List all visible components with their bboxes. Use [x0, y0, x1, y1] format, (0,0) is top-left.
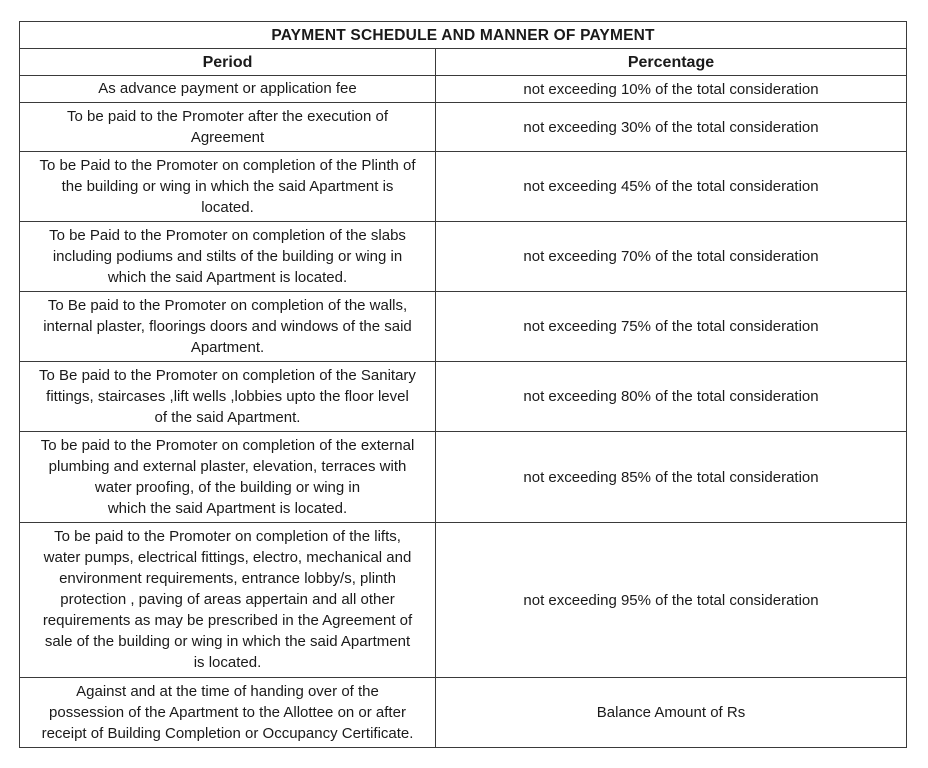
- period-text-line: is located.: [193, 654, 262, 671]
- period-text-line: plumbing and external plaster, elevation, terraces with: [48, 457, 407, 475]
- period-text-line: water proofing, of the building or wing in: [94, 478, 361, 496]
- period-text-line: requirements as may be prescribed in the Agreement of: [42, 612, 413, 629]
- period-text-line: environment requirements, entrance lobby/s, plinth: [59, 570, 396, 587]
- percentage-cell: not exceeding 70% of the total consideration: [436, 222, 907, 292]
- percentage-cell: not exceeding 30% of the total consideration: [436, 103, 907, 152]
- table-row: [20, 292, 907, 362]
- period-text-line: the building or wing in which the said Apartment is: [61, 177, 394, 195]
- period-cell: [20, 432, 436, 523]
- table-row: [20, 678, 907, 748]
- period-text-line: To be paid to the Promoter after the execution of: [66, 107, 389, 125]
- payment-schedule-table: [19, 21, 907, 748]
- percentage-cell: not exceeding 95% of the total consideration: [436, 523, 907, 678]
- period-text-line: receipt of Building Completion or Occupancy Certificate.: [41, 724, 414, 742]
- period-cell: [20, 678, 436, 748]
- period-cell: [20, 362, 436, 432]
- period-text-line: To be paid to the Promoter on completion of the external: [40, 436, 415, 454]
- period-cell: [20, 103, 436, 152]
- period-cell: [20, 76, 436, 103]
- table-row: [20, 523, 907, 678]
- percentage-cell: not exceeding 80% of the total consideration: [436, 362, 907, 432]
- period-text-line: internal plaster, floorings doors and windows of the said: [43, 317, 412, 335]
- percentage-cell: not exceeding 45% of the total consideration: [436, 152, 907, 222]
- period-text-line: which the said Apartment is located.: [107, 499, 348, 517]
- period-text-line: To Be paid to the Promoter on completion of the Sanitary: [39, 366, 416, 384]
- period-text-line: protection , paving of areas appertain and all other: [60, 591, 395, 608]
- period-text-line: water pumps, electrical fittings, electro, mechanical and: [43, 549, 412, 566]
- period-text-line: To be Paid to the Promoter on completion of the Plinth of: [39, 156, 416, 174]
- column-header-percentage: Percentage: [436, 49, 907, 76]
- period-text-line: To Be paid to the Promoter on completion of the walls,: [47, 296, 408, 314]
- percentage-cell: not exceeding 85% of the total consideration: [436, 432, 907, 523]
- payment-schedule-document: [19, 21, 906, 748]
- period-cell: [20, 222, 436, 292]
- period-cell: [20, 292, 436, 362]
- period-text-line: of the said Apartment.: [154, 408, 301, 426]
- period-text-line: including podiums and stilts of the building or wing in: [52, 247, 403, 265]
- table-row: [20, 432, 907, 523]
- period-cell: [20, 152, 436, 222]
- table-header-row: [20, 49, 907, 76]
- table-row: [20, 76, 907, 103]
- period-text-line: Apartment.: [190, 338, 265, 356]
- column-header-period: Period: [20, 49, 436, 76]
- table-row: [20, 103, 907, 152]
- table-title-row: [20, 22, 907, 49]
- period-text-line: Agreement: [190, 128, 265, 146]
- period-text-line: which the said Apartment is located.: [107, 268, 348, 286]
- period-text-line: To be Paid to the Promoter on completion of the slabs: [49, 226, 406, 244]
- table-row: [20, 152, 907, 222]
- table-title: PAYMENT SCHEDULE AND MANNER OF PAYMENT: [20, 22, 907, 49]
- period-cell: [20, 523, 436, 678]
- table-row: [20, 222, 907, 292]
- period-text-line: located.: [201, 198, 254, 216]
- period-text-line: As advance payment or application fee: [98, 80, 357, 97]
- percentage-cell: Balance Amount of Rs: [436, 678, 907, 748]
- percentage-cell: not exceeding 10% of the total consideration: [436, 76, 907, 103]
- period-text-line: To be paid to the Promoter on completion of the lifts,: [54, 528, 401, 545]
- table-body: [20, 76, 907, 748]
- percentage-cell: not exceeding 75% of the total consideration: [436, 292, 907, 362]
- period-text-line: Against and at the time of handing over of the: [76, 682, 379, 700]
- table-row: [20, 362, 907, 432]
- period-text-line: sale of the building or wing in which the said Apartment: [44, 633, 411, 650]
- period-text-line: possession of the Apartment to the Allottee on or after: [49, 703, 406, 721]
- period-text-line: fittings, staircases ,lift wells ,lobbies upto the floor level: [46, 387, 409, 405]
